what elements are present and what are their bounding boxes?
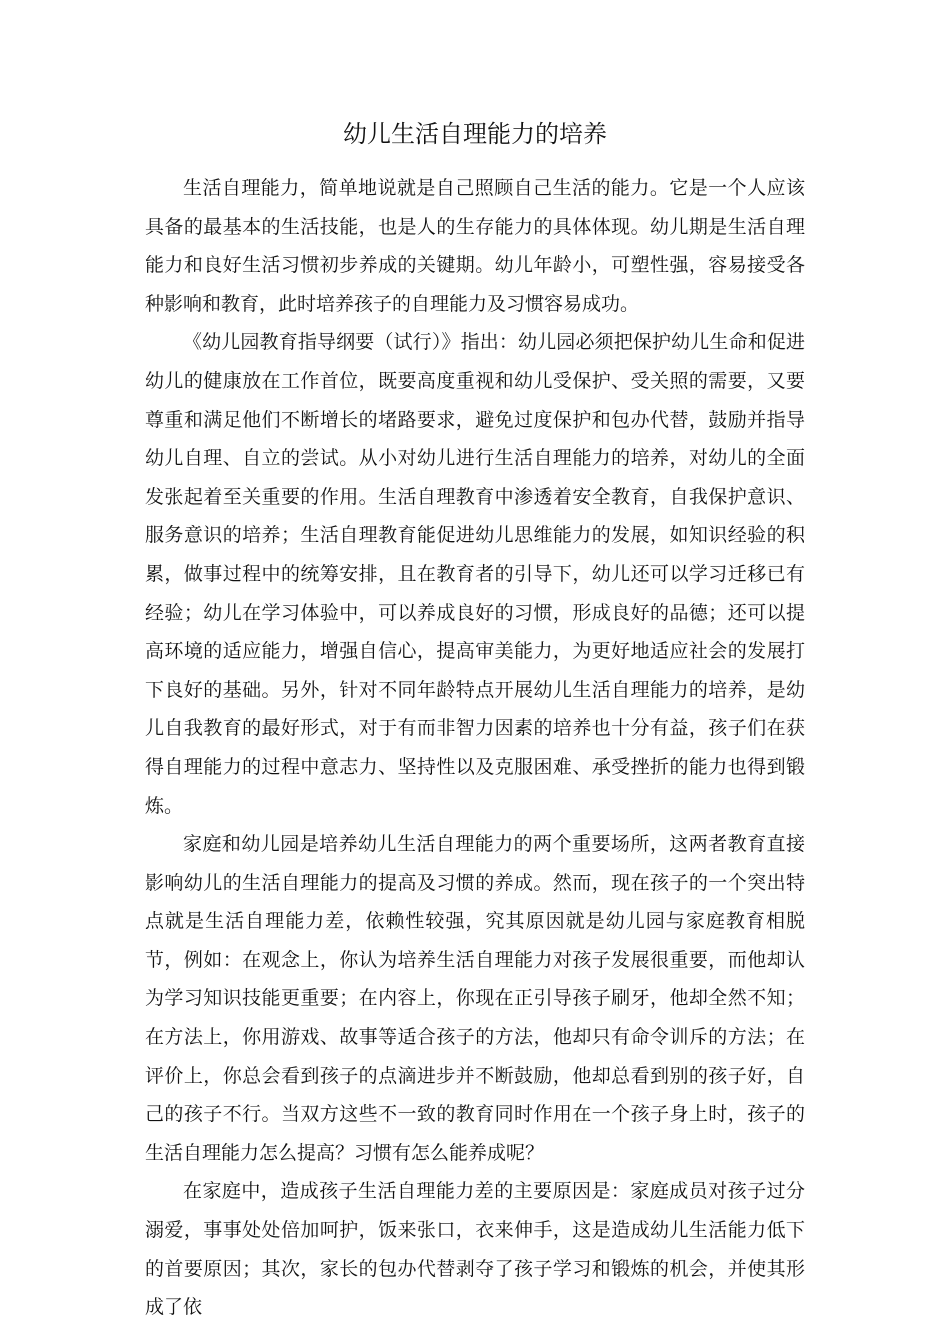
paragraph-1: 生活自理能力，简单地说就是自己照顾自己生活的能力。它是一个人应该具备的最基本的生活技能，也是人的生存能力的具体体现。幼儿期是生活自理能力和良好生活习惯初步养成的关键期。幼儿年龄小，可塑性强，容易接受各种影响和教育，此时培养孩子的自理能力及习惯容易成功。 [145, 177, 805, 315]
paragraph-2: 《幼儿园教育指导纲要（试行）》指出：幼儿园必须把保护幼儿生命和促进幼儿的健康放在工作首位，既要高度重视和幼儿受保护、受关照的需要，又要尊重和满足他们不断增长的堵路要求，避免过度保护和包办代替，鼓励并指导幼儿自理、自立的尝试。从小对幼儿进行生活自理能力的培养，对幼儿的全面发张起着至关重要的作用。生活自理教育中渗透着安全教育，自我保护意识、服务意识的培养；生活自理教育能促进幼儿思维能力的发展，如知识经验的积累，做事过程中的统筹安排，且在教育者的引导下，幼儿还可以学习迁移已有经验；幼儿在学习体验中，可以养成良好的习惯，形成良好的品德；还可以提高环境的适应能力，增强自信心，提高审美能力，为更好地适应社会的发展打下良好的基础。另外，针对不同年龄特点开展幼儿生活自理能力的培养，是幼儿自我教育的最好形式，对于有而非智力因素的培养也十分有益，孩子们在获得自理能力的过程中意志力、坚持性以及克服困难、承受挫折的能力也得到锻炼。 [145, 331, 805, 817]
document-body [145, 169, 805, 1327]
paragraph-3: 家庭和幼儿园是培养幼儿生活自理能力的两个重要场所，这两者教育直接影响幼儿的生活自理能力的提高及习惯的养成。然而，现在孩子的一个突出特点就是生活自理能力差，依赖性较强，究其原因就是幼儿园与家庭教育相脱节，例如：在观念上，你认为培养生活自理能力对孩子发展很重要，而他却认为学习知识技能更重要；在内容上，你现在正引导孩子刷牙，他却全然不知；在方法上，你用游戏、故事等适合孩子的方法，他却只有命令训斥的方法；在评价上，你总会看到孩子的点滴进步并不断鼓励，他却总看到别的孩子好，自己的孩子不行。当双方这些不一致的教育同时作用在一个孩子身上时，孩子的生活自理能力怎么提高？习惯有怎么能养成呢？ [145, 833, 805, 1164]
paragraph-4: 在家庭中，造成孩子生活自理能力差的主要原因是：家庭成员对孩子过分溺爱，事事处处倍加呵护，饭来张口，衣来伸手，这是造成幼儿生活能力低下的首要原因；其次，家长的包办代替剥夺了孩子学习和锻炼的机会，并使其形成了依 [145, 1180, 805, 1319]
document-title: 幼儿生活自理能力的培养 [343, 120, 607, 148]
